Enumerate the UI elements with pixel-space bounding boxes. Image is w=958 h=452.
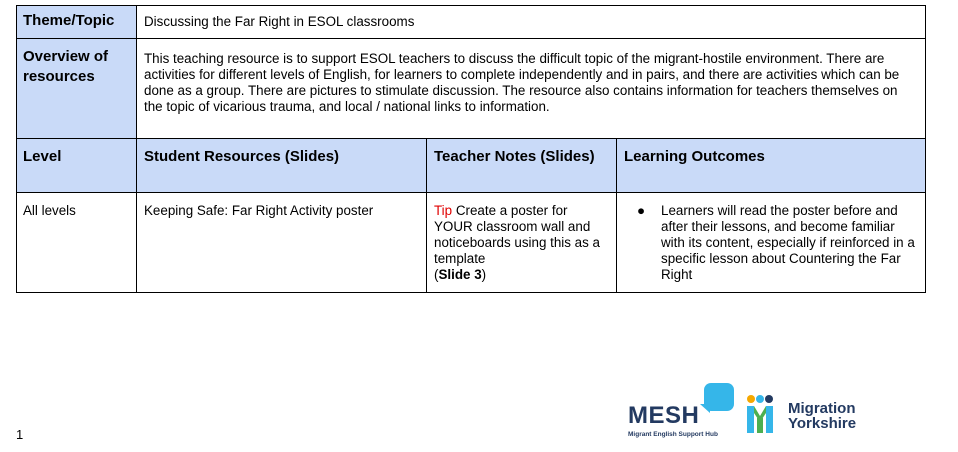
table-cell-teacher-notes	[426, 192, 617, 293]
theme-label: Theme/Topic	[16, 5, 137, 39]
overview-label: Overview of resources	[16, 38, 137, 139]
slide-paren-close: )	[481, 267, 487, 282]
mesh-subtitle: Migrant English Support Hub	[628, 431, 718, 438]
column-header-student-resources: Student Resources (Slides)	[136, 138, 427, 193]
table-cell-learning-outcomes	[616, 192, 926, 293]
overview-value: This teaching resource is to support ESOL teachers to discuss the difficult topic of the migrant-hostile environment. There are activities for different levels of English, for learners to complete independently and in pairs, and there are activities which can be done as a group. There are pictures to stimulate discussion. The resource also contains information for teachers themselves on the topic of vicarious trauma, and local / national links to information.	[136, 38, 926, 139]
migration-yorkshire-line2: Yorkshire	[788, 415, 857, 432]
column-header-teacher-notes: Teacher Notes (Slides)	[426, 138, 617, 193]
table-cell-student-resources: Keeping Safe: Far Right Activity poster	[136, 192, 427, 293]
migration-yorkshire-icon	[744, 394, 776, 434]
slide-paren-open: (	[434, 267, 439, 282]
migration-yorkshire-wordmark	[788, 401, 856, 431]
list-item	[627, 203, 915, 283]
column-header-level: Level	[16, 138, 137, 193]
table-cell-level: All levels	[16, 192, 137, 293]
slide-reference: Slide 3	[438, 267, 482, 282]
page-number: 1	[16, 427, 24, 442]
teacher-notes-text: Create a poster for YOUR classroom wall and noticeboards using this as a template	[434, 203, 600, 266]
tip-label: Tip	[434, 203, 453, 218]
migration-yorkshire-logo	[744, 394, 874, 434]
bullet-icon: ●	[637, 203, 646, 218]
learning-outcomes-list	[627, 203, 915, 283]
mesh-wordmark: MESH	[628, 402, 700, 429]
learning-outcome-text: Learners will read the poster before and after their lessons, and become familiar with its content, especially if reinforced in a specific lesson about Countering the Far Right	[661, 203, 915, 282]
mesh-logo	[628, 382, 738, 446]
column-header-learning-outcomes: Learning Outcomes	[616, 138, 926, 193]
migration-yorkshire-line1: Migration	[788, 400, 856, 417]
theme-value: Discussing the Far Right in ESOL classrooms	[136, 5, 926, 39]
